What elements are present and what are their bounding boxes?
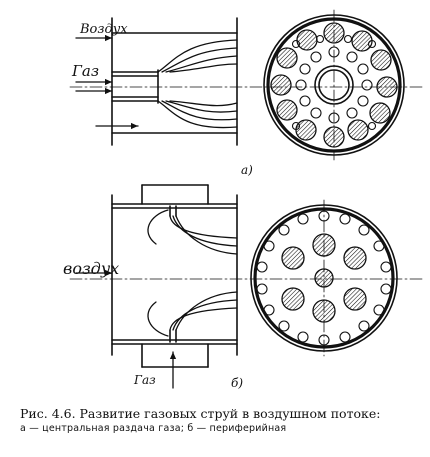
part-a-label: а): [241, 163, 253, 177]
cross-section-a: [264, 10, 404, 160]
flow-arrows-b: [76, 273, 173, 388]
burner-b-body: [112, 185, 237, 367]
air-label-a: Воздух: [80, 22, 128, 37]
part-b-label: б): [231, 376, 244, 390]
caption-title: Рис. 4.6. Развитие газовых струй в воздушном потоке:: [20, 406, 381, 421]
flow-arrows-a: [76, 38, 138, 126]
gas-label-b: Газ: [134, 373, 156, 387]
gas-jets-b: [148, 210, 237, 336]
gas-jets-a: [158, 40, 237, 128]
caption-subtitle: а — центральная раздача газа; б — периферийная: [20, 423, 287, 434]
gas-label-a: Газ: [72, 62, 100, 80]
large-air-holes-b: [282, 234, 366, 322]
burner-b-section: [70, 185, 425, 388]
air-label-b: воздух: [63, 259, 120, 278]
cross-section-b: [251, 200, 397, 356]
figure-caption: [20, 405, 425, 436]
